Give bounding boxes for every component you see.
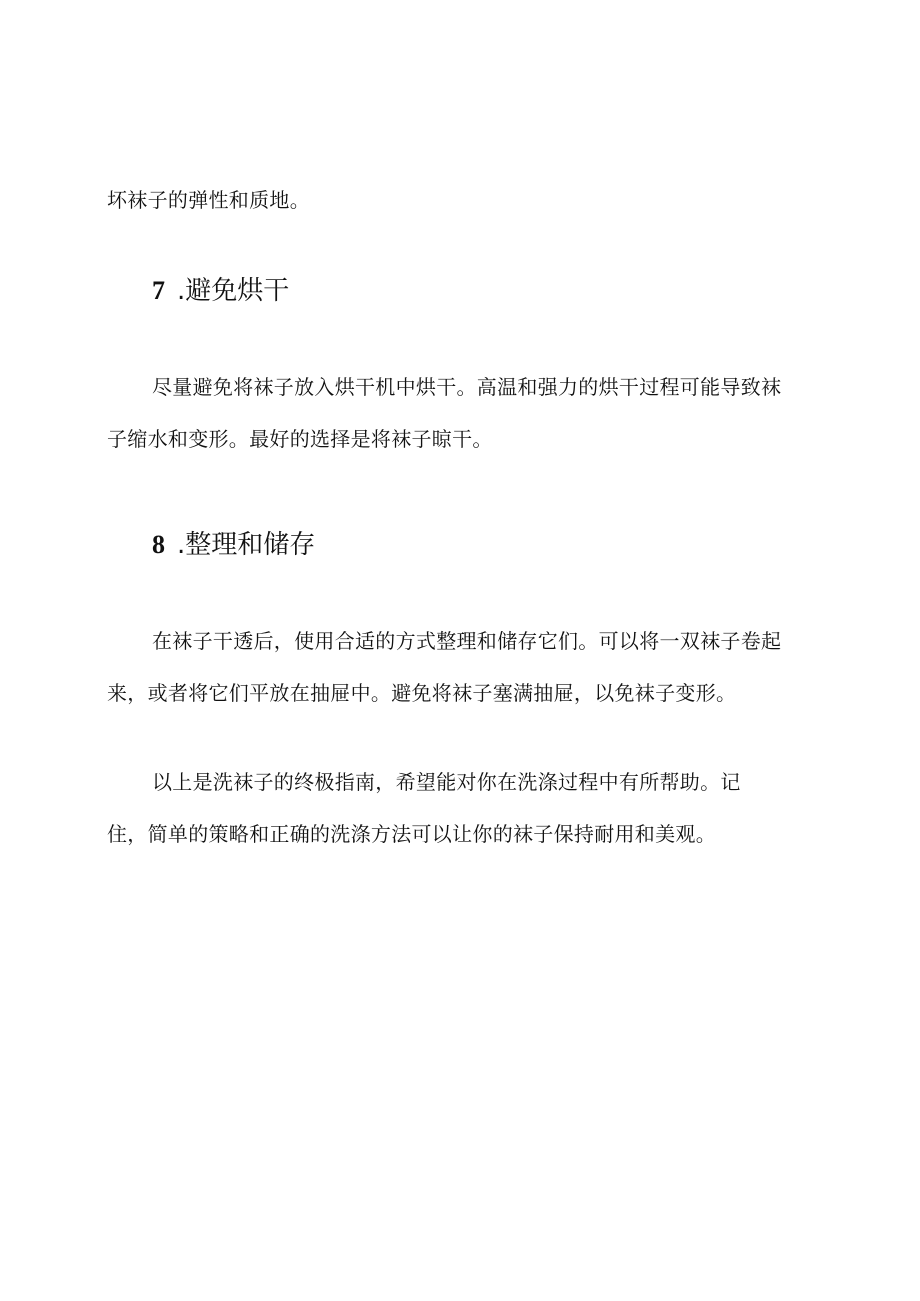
section-heading-7 xyxy=(152,274,289,308)
section-title: .避免烘干 xyxy=(177,276,290,306)
section-number: 8 xyxy=(152,530,165,559)
paragraph-line: 在袜子干透后，使用合适的方式整理和储存它们。可以将一双袜子卷起 xyxy=(152,629,782,653)
section-number: 7 xyxy=(152,276,165,305)
section-title: .整理和储存 xyxy=(177,530,316,560)
paragraph-line: 尽量避免将袜子放入烘干机中烘干。高温和强力的烘干过程可能导致袜 xyxy=(152,375,782,399)
paragraph-line: 子缩水和变形。最好的选择是将袜子晾干。 xyxy=(107,427,493,451)
conclusion-line: 以上是洗袜子的终极指南，希望能对你在洗涤过程中有所帮助。记 xyxy=(152,770,741,794)
paragraph-line: 来，或者将它们平放在抽屉中。避免将袜子塞满抽屉，以免袜子变形。 xyxy=(107,681,737,705)
section-heading-8 xyxy=(152,528,315,562)
continuation-text: 坏袜子的弹性和质地。 xyxy=(107,188,310,212)
conclusion-line: 住，简单的策略和正确的洗涤方法可以让你的袜子保持耐用和美观。 xyxy=(107,822,716,846)
